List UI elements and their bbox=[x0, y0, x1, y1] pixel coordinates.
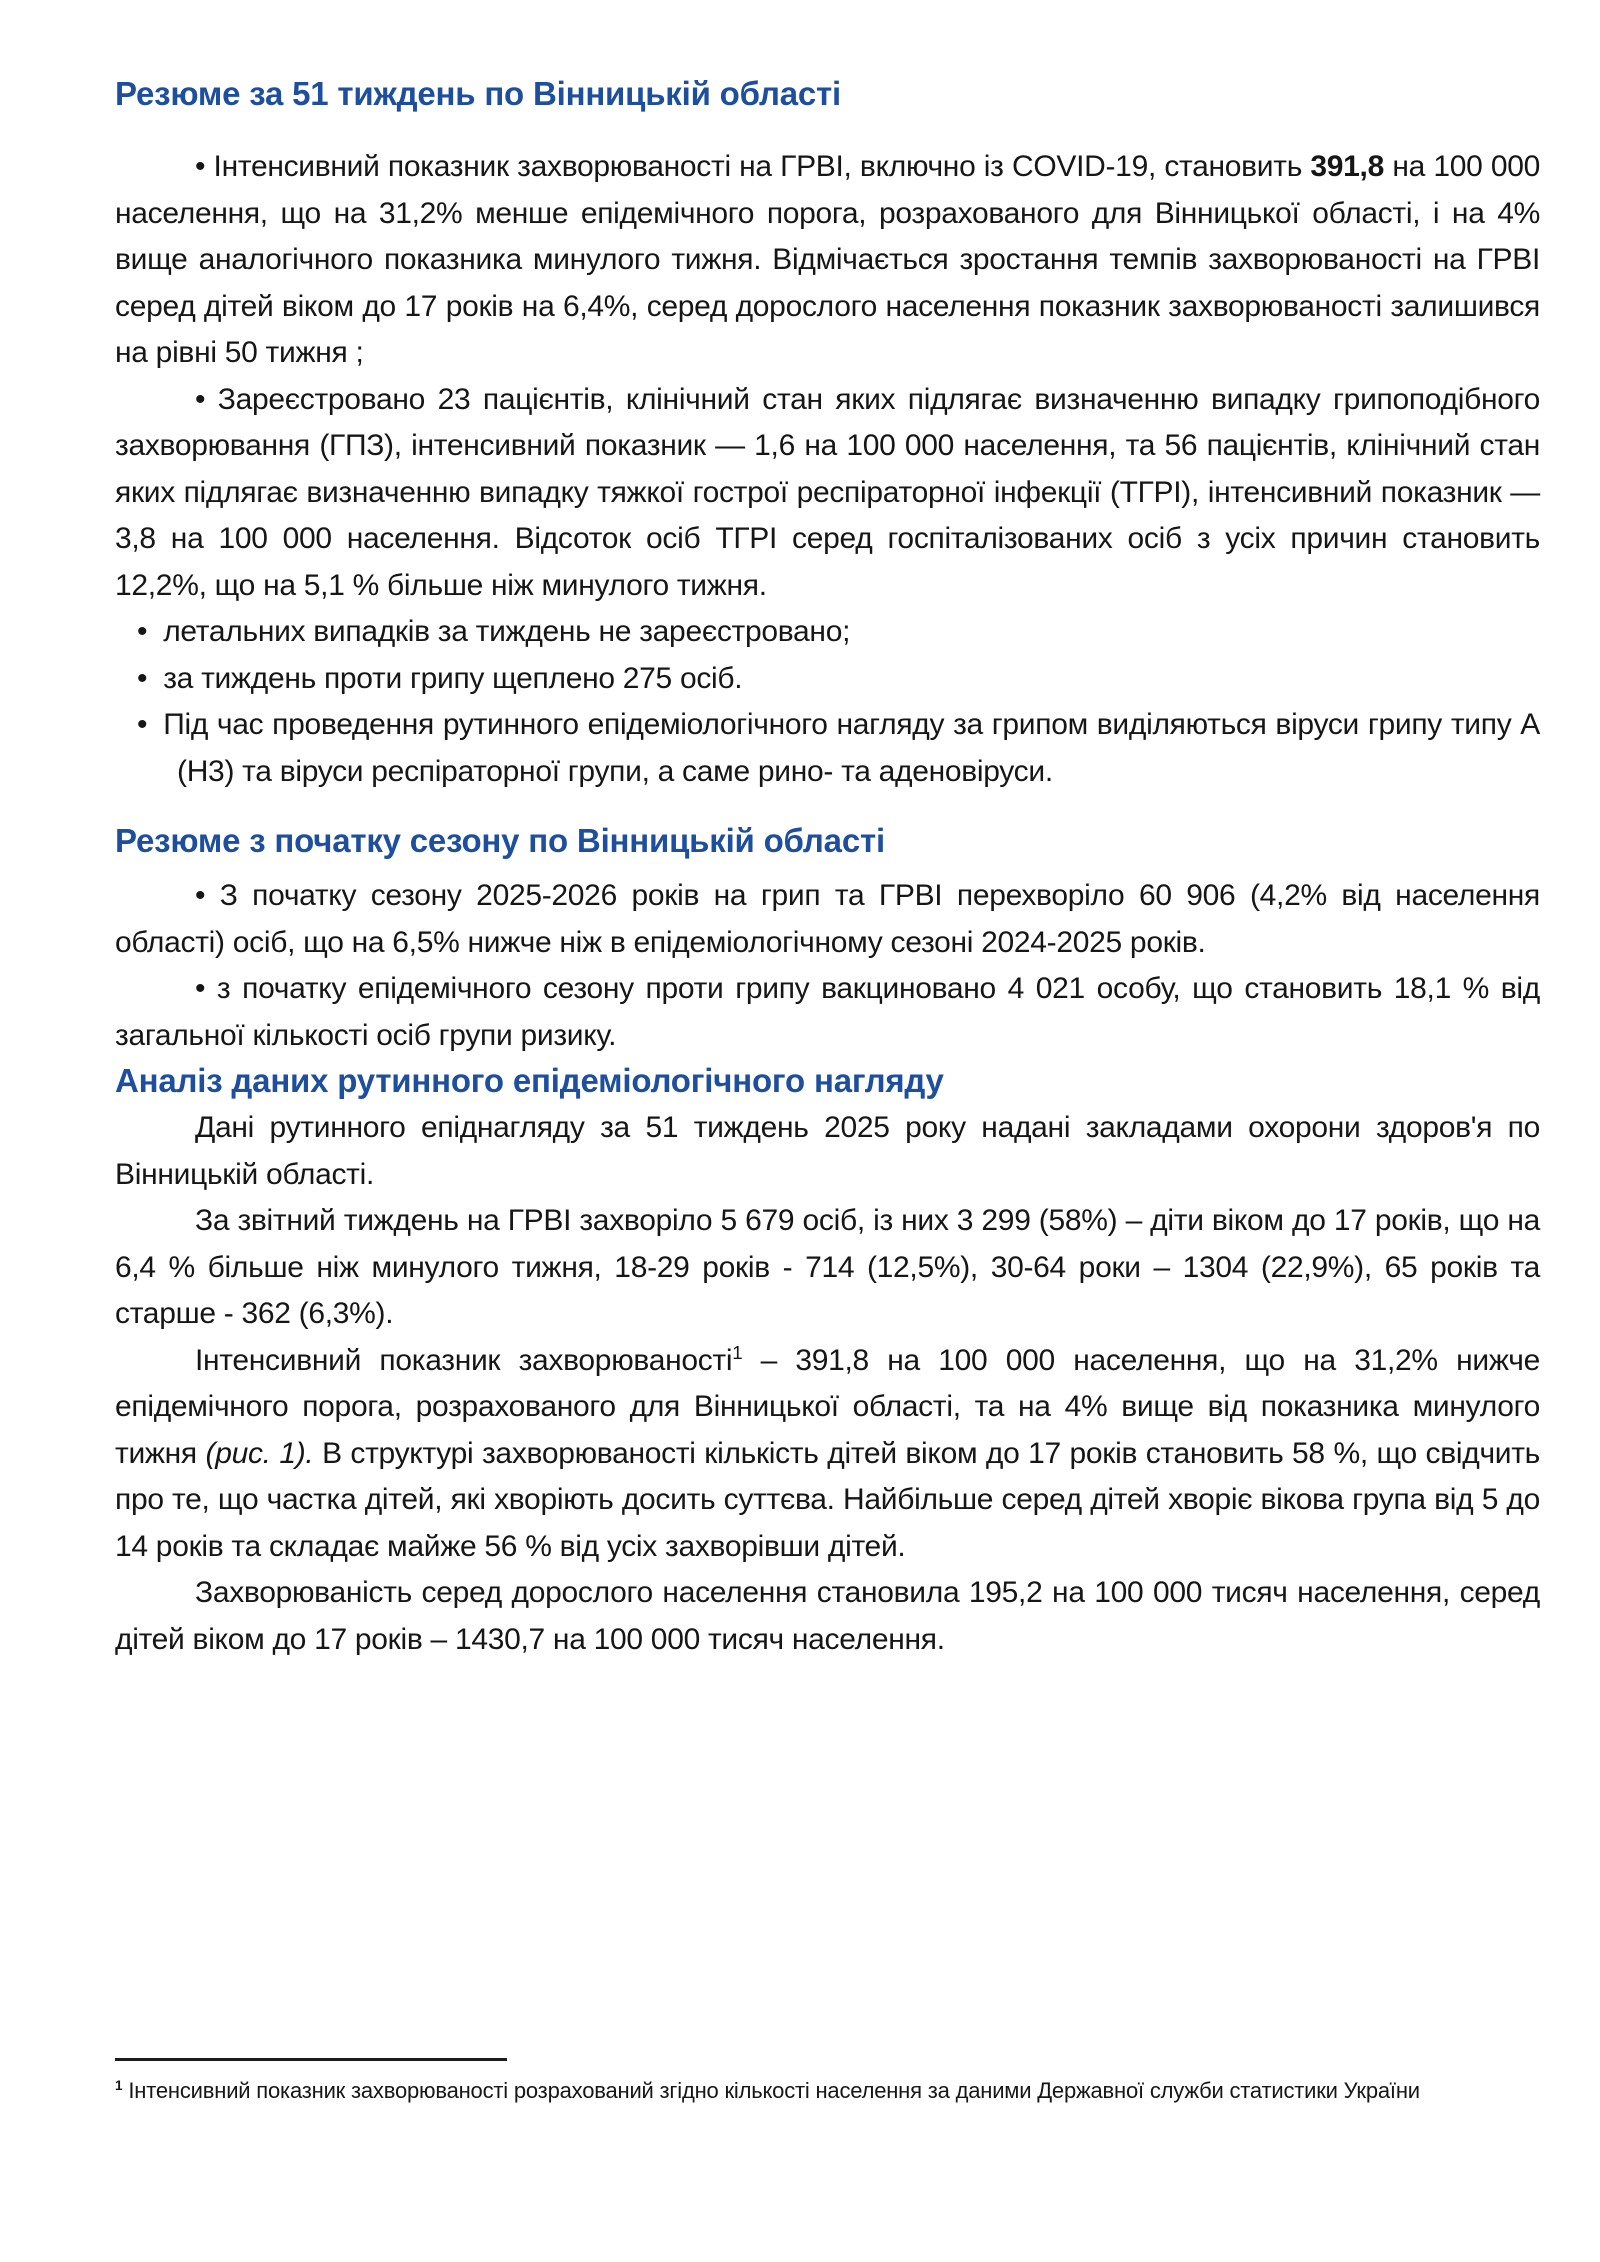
bullet-marker: • bbox=[137, 661, 148, 695]
list-item-text: летальних випадків за тиждень не зареєстровано; bbox=[163, 615, 851, 648]
list-item-text: за тиждень проти грипу щеплено 275 осіб. bbox=[163, 661, 743, 695]
bullet-marker: • bbox=[137, 708, 148, 741]
list-item-lethal bbox=[137, 609, 1540, 656]
footnote bbox=[115, 2058, 1540, 2106]
para-analysis-adults: Захворюваність серед дорослого населення становила 195,2 на 100 000 тисяч населення, серед дітей віком до 17 років – 1430,7 на 100 000 тисяч населення. bbox=[115, 1576, 1540, 1656]
para-analysis-source: Дані рутинного епіднагляду за 51 тиждень 2025 року надані закладами охорони здоров'я по Вінницькій області. bbox=[115, 1111, 1540, 1191]
section-week-heading: Резюме за 51 тиждень по Вінницькій області bbox=[115, 75, 841, 112]
para-week-incidence: • Інтенсивний показник захворюваності на ГРВІ, включно із COVID-19, становить 391,8 на 100 000 населення, що на 31,2% менше епідемічного порога, розрахованого для Вінницької області, і на 4% вище аналогічного показника минулого тижня. Відмічається зростання темпів захворюваності на ГРВІ серед дітей віком до 17 років на 6,4%, серед дорослого населення показник захворюваності залишився на рівні 50 тижня ; bbox=[115, 150, 1540, 369]
list-item-vaccinated-week bbox=[137, 656, 1540, 703]
footnote-body: Інтенсивний показник захворюваності розрахований згідно кількості населення за даними Державної служби статистики України bbox=[128, 2078, 1420, 2103]
para-analysis-intensity: Інтенсивний показник захворюваності$^1$ – 391,8 на 100 000 населення, що на 31,2% нижче епідемічного порога, розрахованого для Вінницької області, та на 4% вище від показника минулого тижня (рис. 1). В структурі захворюваності кількість дітей віком до 17 років становить 58 %, що свідчить про те, що частка дітей, які хворіють досить суттєва. Найбільше серед дітей хворіє вікова група від 5 до 14 років та складає майже 56 % від усіх захворівши дітей. bbox=[115, 1341, 1540, 1563]
para-week-ili-sari: • Зареєстровано 23 пацієнтів, клінічний стан яких підлягає визначенню випадку грипоподібного захворювання (ГПЗ), інтенсивний показник — 1,6 на 100 000 населення, та 56 пацієнтів, клінічний стан яких підлягає визначенню випадку тяжкої гострої респіраторної інфекції (ТГРІ), інтенсивний показник — 3,8 на 100 000 населення. Відсоток осіб ТГРІ серед госпіталізованих осіб з усіх причин становить 12,2%, що на 5,1 % більше ніж минулого тижня. bbox=[115, 382, 1540, 602]
footnote-mark: 1 bbox=[115, 2077, 123, 2093]
list-item-viruses bbox=[137, 702, 1540, 795]
list-item-text: Під час проведення рутинного епідеміологічного нагляду за грипом виділяються віруси грипу типу А (Н3) та віруси респіраторної групи, а саме рино- та аденовіруси. bbox=[163, 708, 1540, 788]
section-analysis-heading: Аналіз даних рутинного епідеміологічного нагляду bbox=[115, 1062, 944, 1099]
bullet-marker: • bbox=[137, 615, 148, 648]
section-season-heading: Резюме з початку сезону по Вінницькій області bbox=[115, 822, 885, 859]
para-season-vaccination: • з початку епідемічного сезону проти грипу вакциновано 4 021 особу, що становить 18,1 % від загальної кількості осіб групи ризику. bbox=[115, 972, 1540, 1052]
footnote-text bbox=[115, 2075, 1540, 2106]
para-season-morbidity: • З початку сезону 2025-2026 років на грип та ГРВІ перехворіло 60 906 (4,2% від населення області) осіб, що на 6,5% нижче ніж в епідеміологічному сезоні 2024-2025 років. bbox=[115, 879, 1540, 959]
para-analysis-age-groups: За звітний тиждень на ГРВІ захворіло 5 679 осіб, із них 3 299 (58%) – діти віком до 17 років, що на 6,4 % більше ніж минулого тижня, 18-29 років - 714 (12,5%), 30-64 роки – 1304 (22,9%), 65 років та старше - 362 (6,3%). bbox=[115, 1204, 1540, 1330]
document-content bbox=[115, 72, 1540, 1663]
footnote-divider bbox=[115, 2058, 507, 2061]
